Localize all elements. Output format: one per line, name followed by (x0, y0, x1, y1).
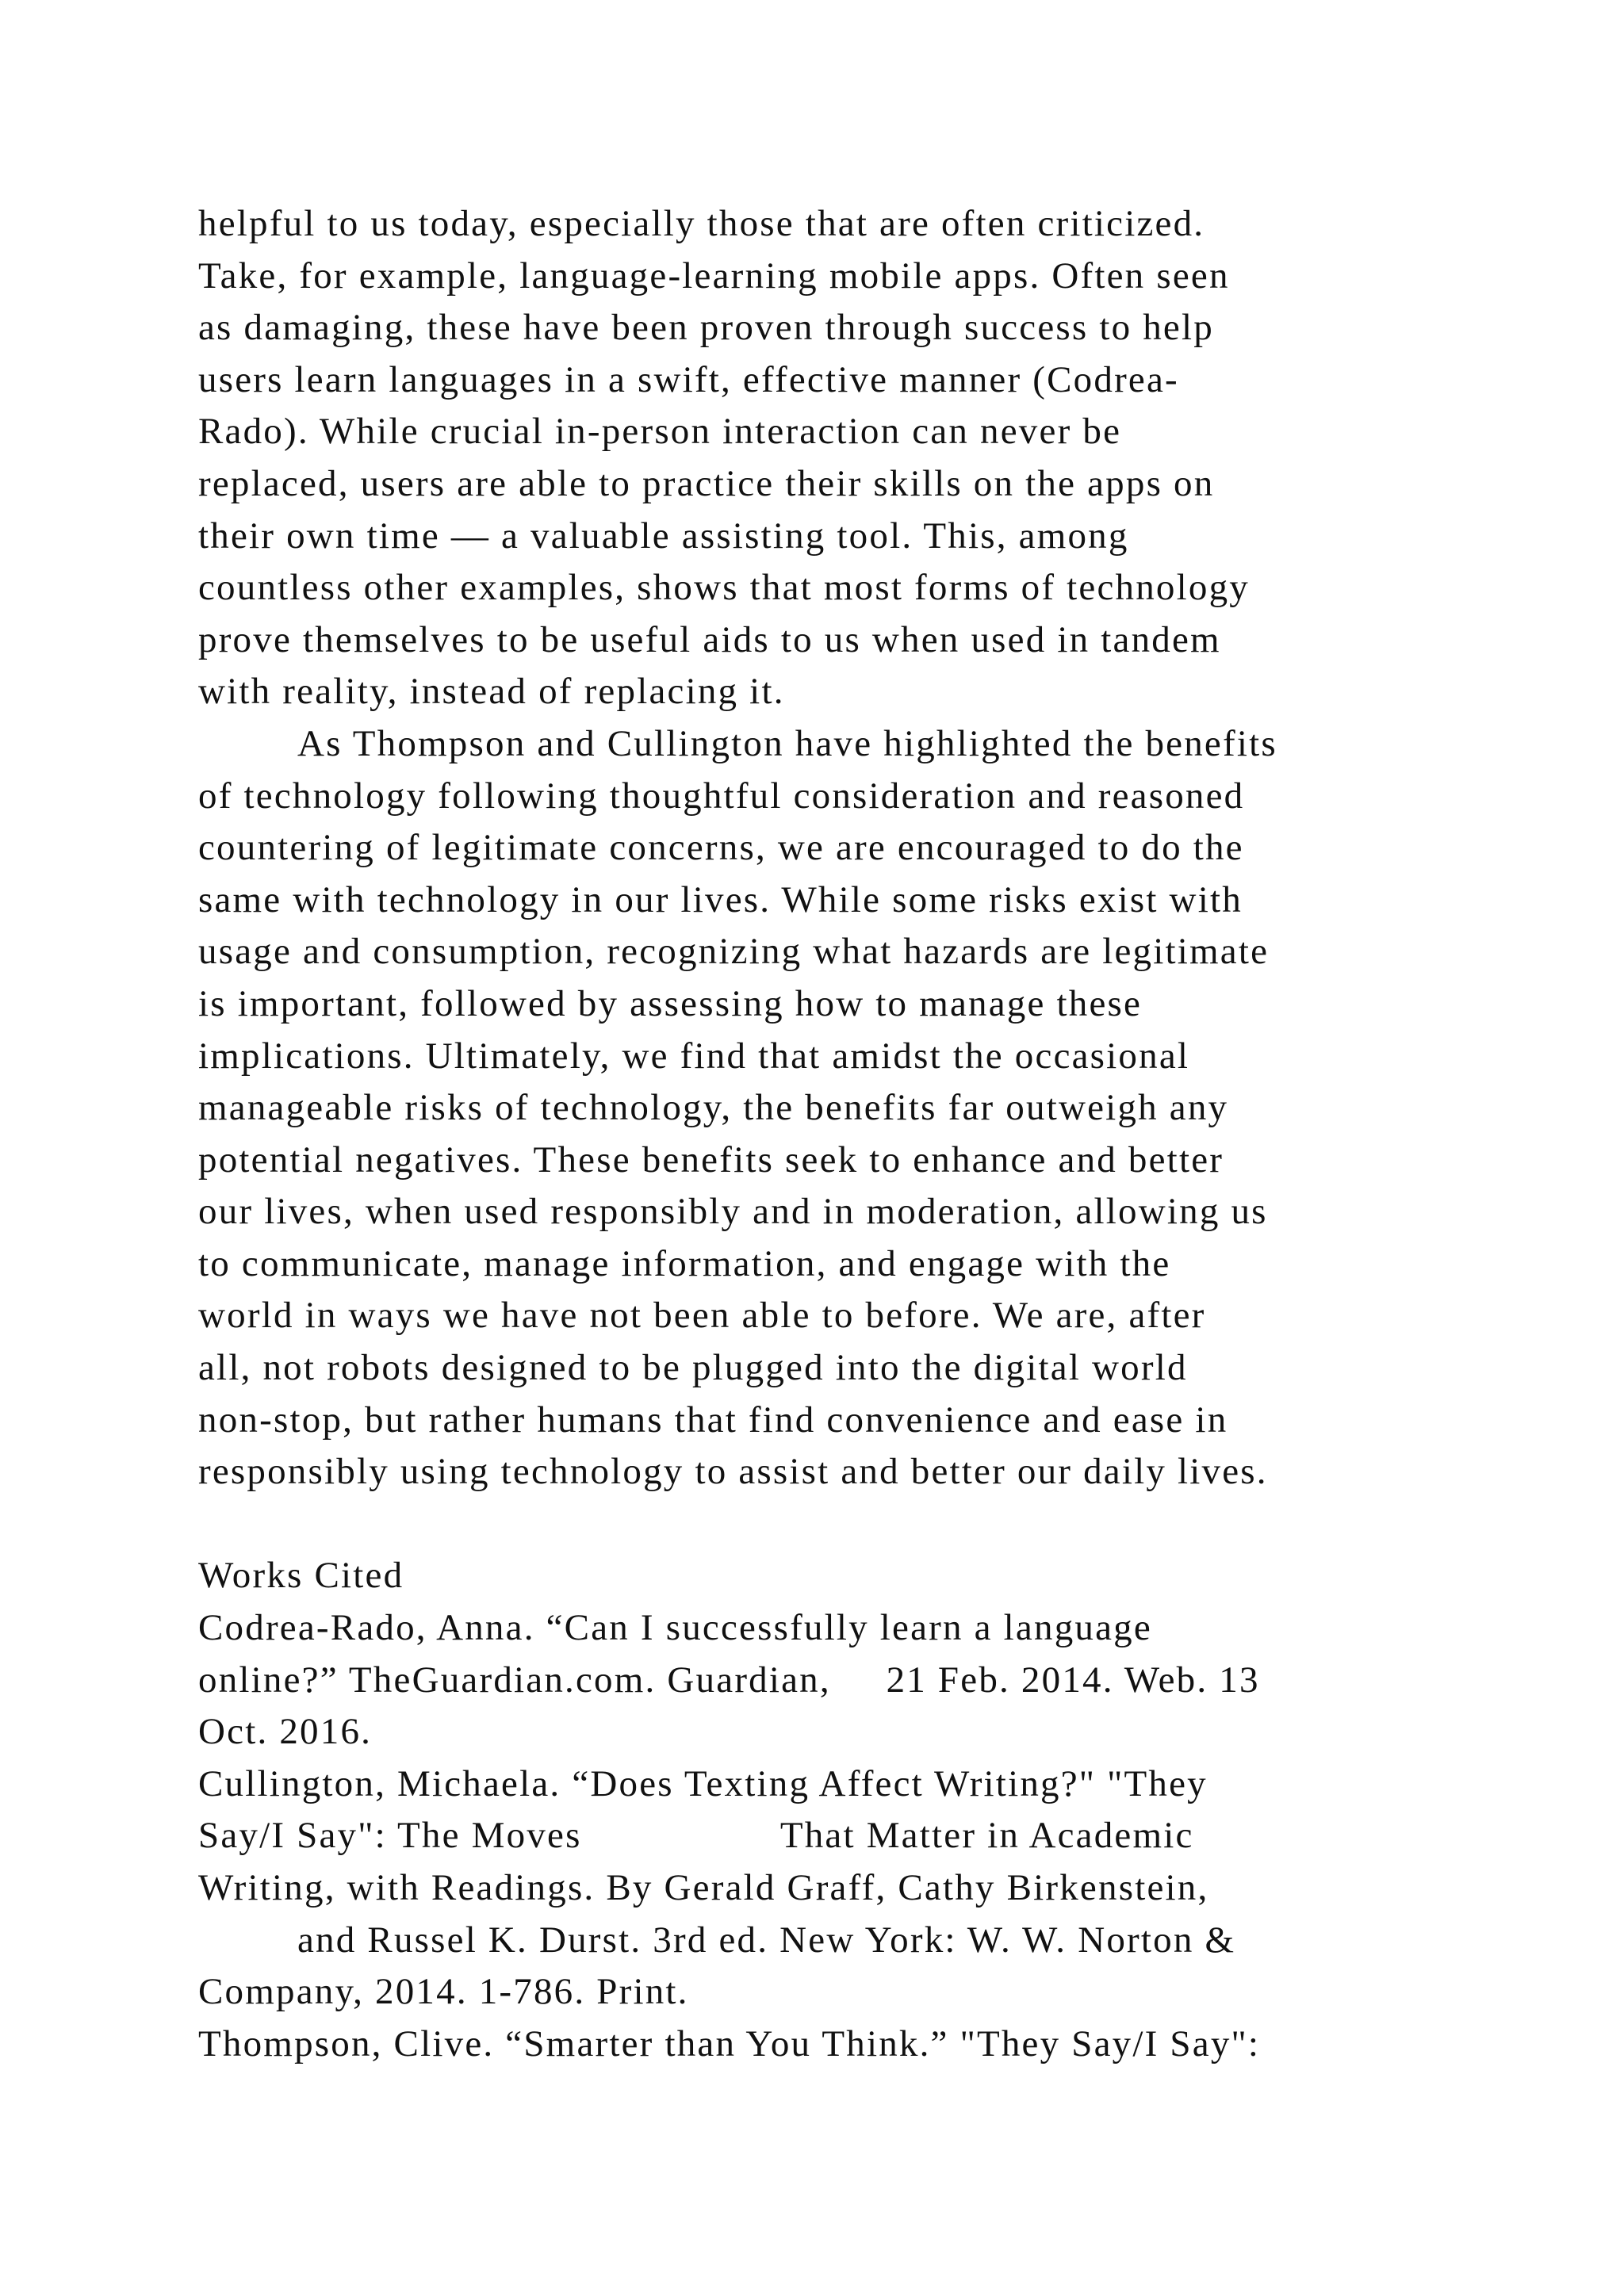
text-line: to communicate, manage information, and engage with the (198, 1242, 1171, 1284)
text-line: prove themselves to be useful aids to us when used in tandem (198, 618, 1221, 660)
citation-line: Say/I Say": The Moves That Matter in Academic (198, 1815, 1194, 1857)
text-line: our lives, when used responsibly and in moderation, allowing us (198, 1191, 1268, 1233)
blank-line (198, 1498, 1546, 1551)
citation-line: Writing, with Readings. By Gerald Graff, Cathy Birkenstein, (198, 1867, 1209, 1908)
text-line: manageable risks of technology, the benefits far outweigh any (198, 1087, 1229, 1129)
citation-line: Oct. 2016. (198, 1711, 373, 1753)
text-line: of technology following thoughtful consideration and reasoned (198, 775, 1245, 817)
body-paragraph-1 (198, 198, 1546, 718)
citation-line: and Russel K. Durst. 3rd ed. New York: W. W. Norton & (297, 1919, 1236, 1961)
text-line: users learn languages in a swift, effective manner (Codrea- (198, 358, 1179, 400)
text-line: helpful to us today, especially those that are often criticized. (198, 203, 1205, 244)
works-cited-section (198, 1550, 1546, 2070)
text-line: all, not robots designed to be plugged into the digital world (198, 1347, 1188, 1389)
text-line: responsibly using technology to assist and better our daily lives. (198, 1451, 1268, 1493)
text-line: Rado). While crucial in-person interaction can never be (198, 411, 1122, 453)
text-line: implications. Ultimately, we find that amidst the occasional (198, 1035, 1190, 1077)
citation-line: Company, 2014. 1-786. Print. (198, 1971, 689, 2013)
text-line: As Thompson and Cullington have highlighted the benefits (297, 722, 1277, 764)
text-line: is important, followed by assessing how to manage these (198, 982, 1143, 1024)
text-line: non-stop, but rather humans that find convenience and ease in (198, 1399, 1228, 1441)
citation-line: Codrea-Rado, Anna. “Can I successfully learn a language (198, 1607, 1152, 1649)
text-line: Take, for example, language-learning mobile apps. Often seen (198, 254, 1230, 297)
text-line: usage and consumption, recognizing what hazards are legitimate (198, 931, 1270, 973)
text-line: as damaging, these have been proven through success to help (198, 307, 1214, 349)
text-line: countless other examples, shows that most forms of technology (198, 567, 1250, 609)
text-line: replaced, users are able to practice their skills on the apps on (198, 462, 1215, 504)
citation-line: online?” TheGuardian.com. Guardian, 21 Feb. 2014. Web. 13 (198, 1659, 1260, 1701)
text-line: countering of legitimate concerns, we are encouraged to do the (198, 827, 1244, 869)
citation-line: Thompson, Clive. “Smarter than You Think.” "They Say/I Say": (198, 2022, 1261, 2064)
text-line: with reality, instead of replacing it. (198, 671, 785, 713)
text-line: world in ways we have not been able to before. We are, after (198, 1295, 1206, 1337)
text-line: their own time — a valuable assisting tool. This, among (198, 515, 1129, 557)
body-paragraph-2 (198, 718, 1546, 1498)
document-text (198, 198, 1546, 2070)
text-line: same with technology in our lives. While some risks exist with (198, 878, 1243, 920)
text-line: potential negatives. These benefits seek to enhance and better (198, 1138, 1224, 1181)
works-cited-heading: Works Cited (198, 1555, 404, 1597)
citation-line: Cullington, Michaela. “Does Texting Affect Writing?" "They (198, 1762, 1208, 1804)
